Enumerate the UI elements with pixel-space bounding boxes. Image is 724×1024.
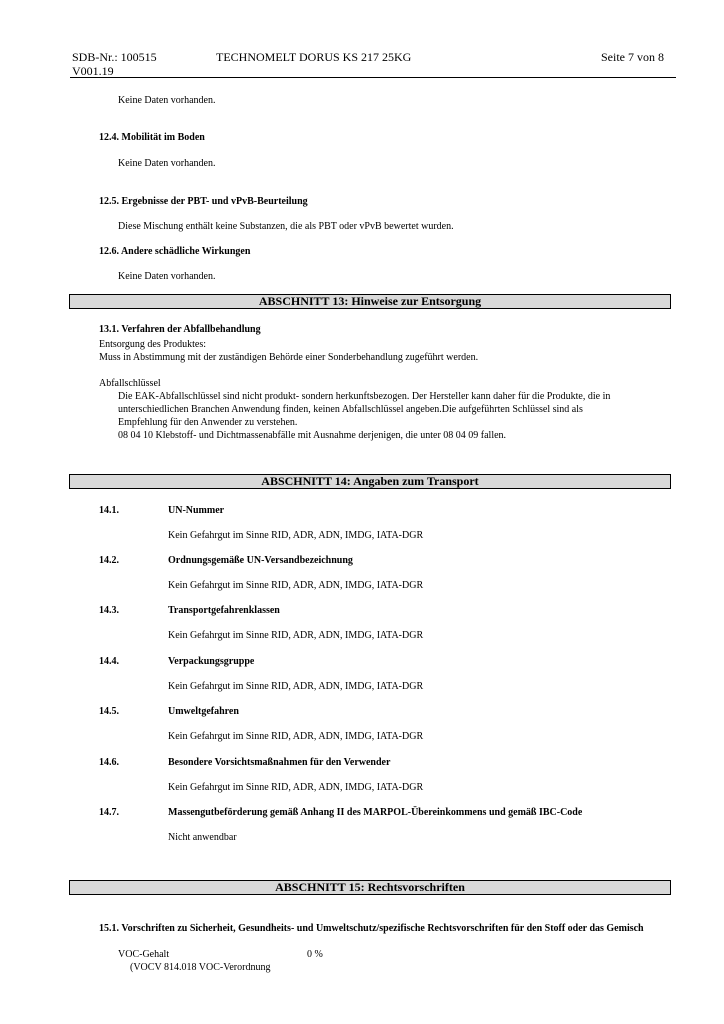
s13-1-title: 13.1. Verfahren der Abfallbehandlung [99,324,261,335]
s14-item-text: Nicht anwendbar [168,832,237,843]
s13-waste-line-2: unterschiedlichen Branchen Anwendung finden, keinen Abfallschlüssel angeben.Die aufgeführten Schlüssel sind als [118,404,583,415]
s13-waste-key-label: Abfallschlüssel [99,378,161,389]
s14-item-number: 14.2. [99,555,119,566]
s14-item-text: Kein Gefahrgut im Sinne RID, ADR, ADN, IMDG, IATA-DGR [168,630,424,641]
s12-6-text: Keine Daten vorhanden. [118,271,216,282]
s12-5-text: Diese Mischung enthält keine Substanzen, die als PBT oder vPvB bewertet wurden. [118,221,454,232]
s13-waste-line-3: Empfehlung für den Anwender zu verstehen. [118,417,298,428]
s13-waste-line-4: 08 04 10 Klebstoff- und Dichtmassenabfälle mit Ausnahme derjenigen, die unter 08 04 09 fallen. [118,430,507,441]
s14-item-title: Besondere Vorsichtsmaßnahmen für den Verwender [168,757,391,768]
s15-voc-value: 0 % [307,949,323,960]
header-rule [70,77,676,78]
s12-intro-text: Keine Daten vorhanden. [118,95,216,106]
s12-5-title: 12.5. Ergebnisse der PBT- und vPvB-Beurteilung [99,196,308,207]
header-version: V001.19 [72,64,114,78]
s14-item-title: Massengutbeförderung gemäß Anhang II des MARPOL-Übereinkommens und gemäß IBC-Code [168,807,583,818]
s14-item-title: Transportgefahrenklassen [168,605,280,616]
s14-item-number: 14.6. [99,757,119,768]
s13-disposal-label: Entsorgung des Produktes: [99,339,207,350]
s12-4-text: Keine Daten vorhanden. [118,158,216,169]
header-page-number: Seite 7 von 8 [601,50,664,64]
section-13-heading: ABSCHNITT 13: Hinweise zur Entsorgung [69,294,671,309]
s14-item-number: 14.5. [99,706,119,717]
s14-item-text: Kein Gefahrgut im Sinne RID, ADR, ADN, IMDG, IATA-DGR [168,530,424,541]
s13-waste-line-1: Die EAK-Abfallschlüssel sind nicht produkt- sondern herkunftsbezogen. Der Hersteller kann daher für die Produkte, die in [118,391,611,402]
s14-item-title: Umweltgefahren [168,706,239,717]
s12-6-title: 12.6. Andere schädliche Wirkungen [99,246,251,257]
s12-4-title: 12.4. Mobilität im Boden [99,132,205,143]
header-sdb-nr: SDB-Nr.: 100515 [72,50,157,64]
s14-item-number: 14.4. [99,656,119,667]
s14-item-number: 14.3. [99,605,119,616]
s14-item-text: Kein Gefahrgut im Sinne RID, ADR, ADN, IMDG, IATA-DGR [168,731,424,742]
s15-voc-note: (VOCV 814.018 VOC-Verordnung [130,962,271,973]
s13-disposal-text: Muss in Abstimmung mit der zuständigen Behörde einer Sonderbehandlung zugeführt werden. [99,352,479,363]
s14-item-number: 14.7. [99,807,119,818]
s14-item-number: 14.1. [99,505,119,516]
s15-1-title: 15.1. Vorschriften zu Sicherheit, Gesundheits- und Umweltschutz/spezifische Rechtsvorschriften für den Stoff oder das Gemisch [99,923,644,934]
s14-item-title: Ordnungsgemäße UN-Versandbezeichnung [168,555,353,566]
s14-item-title: Verpackungsgruppe [168,656,255,667]
s14-item-text: Kein Gefahrgut im Sinne RID, ADR, ADN, IMDG, IATA-DGR [168,782,424,793]
s14-item-text: Kein Gefahrgut im Sinne RID, ADR, ADN, IMDG, IATA-DGR [168,580,424,591]
section-14-heading: ABSCHNITT 14: Angaben zum Transport [69,474,671,489]
header-product-name: TECHNOMELT DORUS KS 217 25KG [216,50,412,64]
s15-voc-label: VOC-Gehalt [118,949,170,960]
section-15-heading: ABSCHNITT 15: Rechtsvorschriften [69,880,671,895]
s14-item-text: Kein Gefahrgut im Sinne RID, ADR, ADN, IMDG, IATA-DGR [168,681,424,692]
s14-item-title: UN-Nummer [168,505,225,516]
